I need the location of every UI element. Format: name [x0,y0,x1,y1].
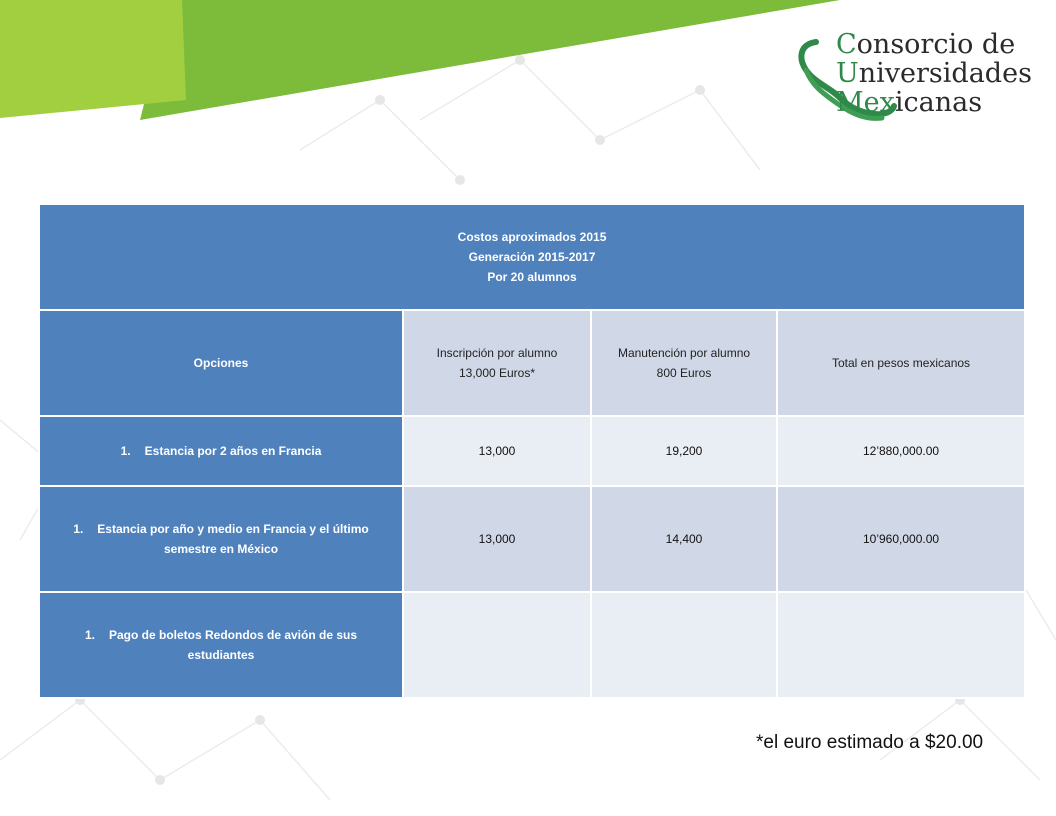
title-line-2: Generación 2015-2017 [468,250,596,264]
header-inscription [403,310,591,416]
row-1-total: 12’880,000.00 [777,416,1025,486]
table-title-row [39,204,1025,310]
header-row [39,310,1025,416]
row-3-label: Pago de boletos Redondos de avión de sus estudiantes [108,628,358,662]
euro-rate-note: *el euro estimado a $20.00 [756,732,984,753]
costs-table [38,203,1026,699]
row-3-inscription [403,592,591,698]
table-title [39,204,1025,310]
title-line-3: Por 20 alumnos [487,270,577,284]
row-1-inscription: 13,000 [403,416,591,486]
green-banner-dark [140,0,840,120]
logo-cap-mex: Mex [836,87,895,118]
consortium-logo [800,30,1040,130]
header-maintenance-line-2: 800 Euros [656,366,712,380]
logo-cap-u: U [836,58,859,89]
table-row [39,416,1025,486]
table-row [39,486,1025,592]
row-3-option [39,592,403,698]
row-1-label: Estancia por 2 años en Francia [144,444,322,458]
logo-cap-c: C [836,29,857,60]
logo-line-3: icanas [894,87,983,118]
title-line-1: Costos aproximados 2015 [457,230,607,244]
row-1-maintenance: 19,200 [591,416,777,486]
row-2-option [39,486,403,592]
row-1-option [39,416,403,486]
row-2-number: 1. [73,522,84,536]
row-2-inscription: 13,000 [403,486,591,592]
row-2-maintenance: 14,400 [591,486,777,592]
row-2-label: Estancia por año y medio en Francia y el último semestre en México [97,522,369,556]
row-2-total: 10’960,000.00 [777,486,1025,592]
logo-line-1: onsorcio de [856,29,1016,60]
header-inscription-line-2: 13,000 Euros* [458,366,536,380]
header-total: Total en pesos mexicanos [777,310,1025,416]
green-banner-light [0,0,186,118]
row-1-number: 1. [120,444,131,458]
header-options: Opciones [39,310,403,416]
table-row [39,592,1025,698]
header-maintenance-line-1: Manutención por alumno [617,346,751,360]
logo-line-2: niversidades [858,58,1032,89]
header-inscription-line-1: Inscripción por alumno [436,346,558,360]
row-3-total [777,592,1025,698]
row-3-maintenance [591,592,777,698]
row-3-number: 1. [84,628,95,642]
header-maintenance [591,310,777,416]
